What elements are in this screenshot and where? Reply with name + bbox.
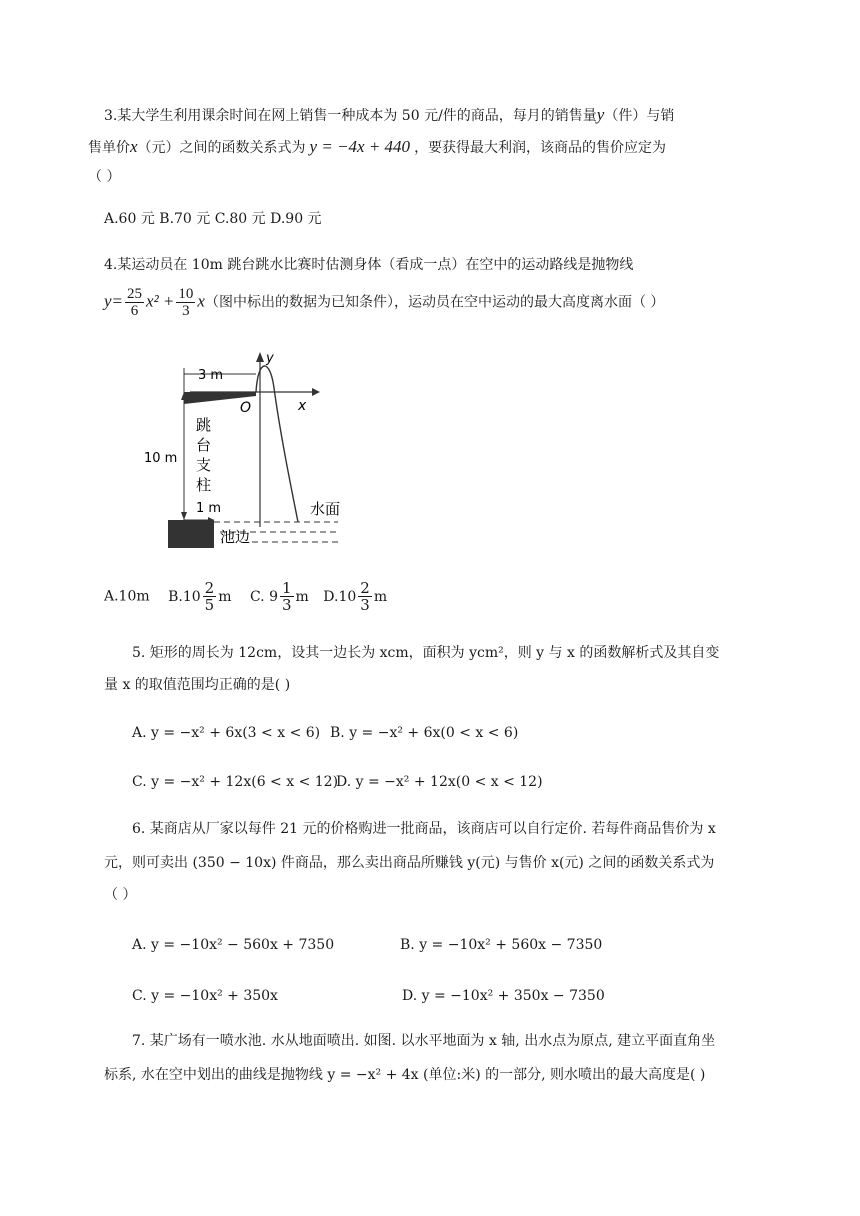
- q3-text: ，要获得最大利润，该商品的售价应定为: [414, 140, 667, 156]
- q4-x: x: [197, 291, 205, 311]
- q4-frac2-num: 10: [178, 286, 194, 302]
- q4-optd-unit: m: [373, 588, 388, 605]
- q4-option-a: A.10m: [104, 588, 150, 605]
- diving-figure: [144, 351, 360, 552]
- q4-optd-den: 3: [360, 596, 370, 614]
- q4-optc-num: 1: [281, 579, 292, 597]
- q3-line2: [88, 136, 666, 159]
- q6-line1: 6. 某商店从厂家以每件 21 元的价格购进一批商品，该商店可以自行定价. 若每件商品售价为 x: [132, 821, 716, 837]
- q5-option-d: D. y = −x² + 12x(0 < x < 12): [336, 774, 543, 790]
- q4-y-eq: y=: [104, 291, 124, 311]
- pool-edge-block: [168, 520, 214, 548]
- q3-line1: [104, 104, 674, 127]
- q5-option-a: A. y = −x² + 6x(3 < x < 6): [132, 725, 321, 741]
- label-support-3: 支: [196, 456, 212, 474]
- q4-optd-frac: [358, 580, 372, 613]
- y-axis-arrow: [256, 352, 264, 362]
- q7-line1: 7. 某广场有一喷水池. 水从地面喷出. 如图. 以水平地面为 x 轴, 出水点为原点, 建立平面直角坐: [132, 1033, 716, 1049]
- q4-optb-unit: m: [218, 588, 232, 605]
- q4-optb-frac: [203, 580, 217, 613]
- label-3m: 3 m: [198, 368, 224, 383]
- dim-10m-arrow-bottom: [181, 512, 187, 520]
- q6-option-b: B. y = −10x² + 560x − 7350: [400, 937, 603, 953]
- q3-options: A.60 元 B.70 元 C.80 元 D.90 元: [104, 211, 322, 227]
- trajectory-curve: [256, 366, 298, 522]
- q4-option-d: [323, 579, 388, 614]
- label-1m: 1 m: [196, 501, 222, 516]
- q6-option-c: C. y = −10x² + 350x: [132, 988, 278, 1004]
- q3-text: 3.某大学生利用课余时间在网上销售一种成本为 50 元/件的商品，每月的销售量: [104, 108, 597, 124]
- q4-optc-int: C. 9: [249, 588, 278, 605]
- q6-option-a: A. y = −10x² − 560x + 7350: [132, 937, 335, 953]
- q4-optc-unit: m: [295, 588, 309, 605]
- q6-line2: 元，则可卖出 (350 − 10x) 件商品，那么卖出商品所赚钱 y(元) 与售价 x(元) 之间的函数关系式为: [104, 855, 715, 871]
- q4-optb-den: 5: [204, 596, 215, 614]
- q3-paren: （ ）: [88, 169, 121, 185]
- label-pool-edge: 池边: [220, 528, 251, 546]
- y-axis-label: y: [266, 351, 274, 366]
- q4-frac1-den: 6: [130, 303, 139, 319]
- q4-line1: 4.某运动员在 10m 跳台跳水比赛时估测身体（看成一点）在空中的运动路线是抛物线: [104, 257, 634, 273]
- q5-option-b: B. y = −x² + 6x(0 < x < 6): [330, 725, 519, 741]
- q3-text: 售单价: [88, 140, 130, 156]
- q4-frac2-den: 3: [182, 303, 190, 319]
- q4-optd-num: 2: [360, 579, 370, 597]
- q3-var-x: x: [130, 137, 138, 156]
- q5-line2: 量 x 的取值范围均正确的是( ): [104, 677, 291, 693]
- origin-label: O: [240, 400, 252, 416]
- q4-frac1: [125, 286, 144, 319]
- q3-formula: y = −4x + 440: [309, 137, 411, 156]
- q4-option-b: [168, 579, 232, 614]
- q3-text: （元）之间的函数关系式为: [137, 140, 306, 156]
- q4-line2-tail: （图中标出的数据为已知条件），运动员在空中运动的最大高度离水面（ ）: [204, 294, 665, 311]
- q4-optb-int: B.10: [168, 588, 201, 605]
- label-water: 水面: [310, 500, 341, 518]
- q3-text: （件）与销: [604, 108, 675, 124]
- q4-x2: x² +: [146, 291, 175, 311]
- x-axis-arrow: [312, 388, 320, 396]
- q4-line2: [104, 286, 664, 319]
- label-10m: 10 m: [144, 451, 178, 466]
- label-support-4: 柱: [196, 476, 212, 494]
- q4-frac2: [176, 286, 195, 319]
- q7-line2: 标系, 水在空中划出的曲线是抛物线 y = −x² + 4x (单位:米) 的一部分, 则水喷出的最大高度是( ): [104, 1067, 706, 1083]
- q4-frac1-num: 25: [127, 286, 143, 302]
- q6-line3: （ ）: [104, 887, 137, 903]
- x-axis-label: x: [298, 398, 307, 414]
- q5-option-c: C. y = −x² + 12x(6 < x < 12): [132, 774, 339, 790]
- label-support-2: 台: [196, 436, 212, 454]
- q4-optd-int: D.10: [323, 588, 357, 605]
- q5-line1: 5. 矩形的周长为 12cm，设其一边长为 xcm，面积为 ycm²，则 y 与 x 的函数解析式及其自变: [132, 645, 720, 661]
- q4-optb-num: 2: [204, 579, 215, 597]
- label-support-1: 跳: [196, 416, 212, 434]
- q4-optc-frac: [280, 580, 294, 613]
- q3-var-y: y: [596, 105, 605, 124]
- q4-options: [104, 580, 387, 613]
- q6-option-d: D. y = −10x² + 350x − 7350: [402, 988, 605, 1004]
- q4-optc-den: 3: [281, 596, 292, 614]
- q4-option-c: [249, 579, 309, 614]
